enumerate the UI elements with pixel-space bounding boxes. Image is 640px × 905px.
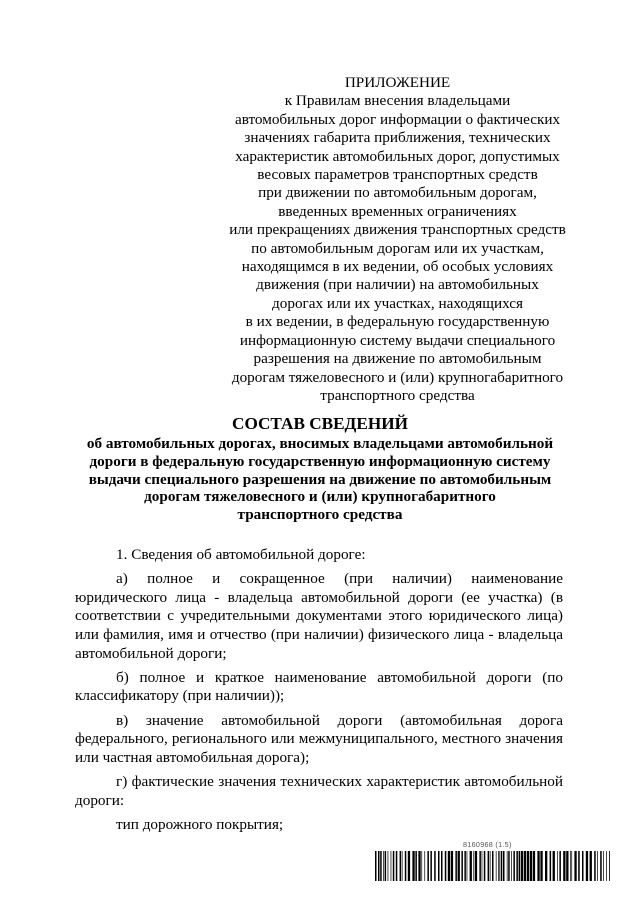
title-line: дороги в федеральную государственную информационную систему bbox=[89, 452, 551, 470]
barcode-block bbox=[375, 840, 610, 882]
title-main: СОСТАВ СВЕДЕНИЙ bbox=[232, 414, 408, 433]
document-title bbox=[60, 413, 580, 524]
item-g-surface-type: тип дорожного покрытия; bbox=[116, 815, 284, 833]
item-v: в) значение автомобильной дороги (автомобильная дорога федерального, регионального или межмуниципального, местного значения или частная автомобильная дорога); bbox=[75, 711, 563, 766]
document-body bbox=[75, 546, 563, 840]
title-line: транспортного средства bbox=[237, 506, 403, 524]
item-b: б) полное и краткое наименование автомобильной дороги (по классификатору (при наличии)); bbox=[75, 668, 563, 705]
appendix-line: разрешения на движение по автомобильным bbox=[253, 350, 542, 368]
appendix-line: информационную систему выдачи специального bbox=[239, 331, 556, 349]
appendix-line: значениях габарита приближения, технических bbox=[244, 129, 551, 147]
title-line: выдачи специального разрешения на движение по автомобильным bbox=[88, 470, 552, 488]
section-1-heading: 1. Сведения об автомобильной дороге: bbox=[116, 546, 366, 563]
barcode-icon bbox=[375, 851, 610, 881]
appendix-line: к Правилам внесения владельцами bbox=[284, 92, 511, 110]
appendix-line: весовых параметров транспортных средств bbox=[257, 166, 538, 184]
appendix-line: дорогам тяжеловесного и (или) крупногабаритного bbox=[231, 368, 564, 386]
appendix-line: в их ведении, в федеральную государственную bbox=[245, 313, 550, 331]
appendix-line: характеристик автомобильных дорог, допустимых bbox=[235, 147, 560, 165]
appendix-line: автомобильных дорог информации о фактических bbox=[234, 110, 561, 128]
appendix-heading: ПРИЛОЖЕНИЕ bbox=[344, 74, 451, 91]
item-g: г) фактические значения технических характеристик автомобильной дороги: bbox=[75, 772, 563, 809]
appendix-line: транспортного средства bbox=[320, 386, 475, 404]
appendix-line: по автомобильным дорогам или их участкам, bbox=[251, 239, 544, 257]
appendix-line: находящимся в их ведении, об особых условиях bbox=[241, 258, 554, 276]
title-line: дорогам тяжеловесного и (или) крупногабаритного bbox=[144, 488, 496, 506]
appendix-line: введенных временных ограничениях bbox=[278, 202, 517, 220]
item-a: а) полное и сокращенное (при наличии) наименование юридического лица - владельца автомобильной дороги (ее участка) (в соответствии с учредительными документами этого юридического лица) или фамилия, имя и отчество (при наличии) физического лица - владельца автомобильной дороги; bbox=[75, 570, 563, 662]
appendix-line: движения (при наличии) на автомобильных bbox=[256, 276, 539, 294]
appendix-line: или прекращениях движения транспортных средств bbox=[229, 221, 566, 239]
barcode-id: 8160968 (1.5) bbox=[463, 840, 512, 849]
appendix-line: при движении по автомобильным дорогам, bbox=[258, 184, 537, 202]
appendix-line: дорогах или их участках, находящихся bbox=[272, 294, 523, 312]
appendix-block bbox=[220, 74, 575, 405]
title-line: об автомобильных дорогах, вносимых владельцами автомобильной bbox=[86, 435, 554, 452]
